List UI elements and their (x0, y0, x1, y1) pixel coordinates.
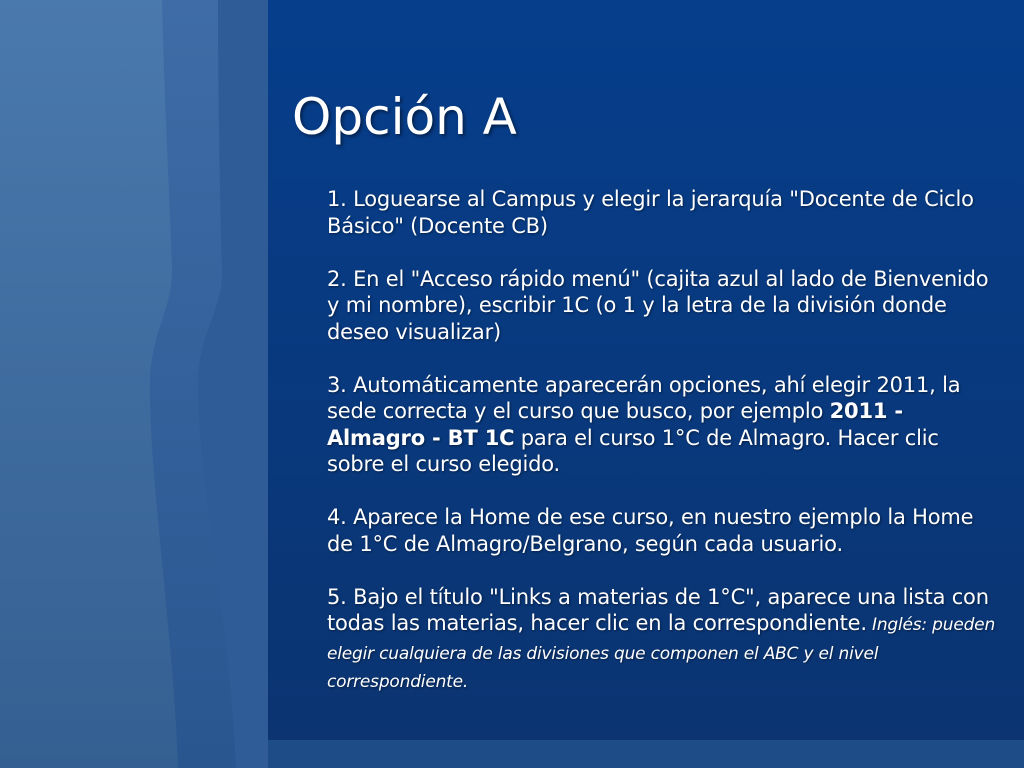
step-1: 1. Loguearse al Campus y elegir la jerarquía "Docente de Ciclo Básico" (Docente CB) (327, 187, 974, 238)
bottom-strip (268, 740, 1024, 768)
step-3-text-end: para el curso 1°C de Almagro. Hacer clic sobre el curso elegido. (327, 425, 939, 476)
slide-title: Opción A (292, 88, 517, 146)
step-2: 2. En el "Acceso rápido menú" (cajita azul al lado de Bienvenido y mi nombre), escribir 1C (o 1 y la letra de la división donde deseo visualizar) (327, 266, 989, 344)
step-3-text: 3. Automáticamente aparecerán opciones, ahí elegir 2011, la sede correcta y el curso que busco, por ejemplo (327, 372, 961, 423)
step-5-text: 5. Bajo el título "Links a materias de 1°C", aparece una lista con todas las materias, hacer clic en la correspondiente. (327, 584, 989, 635)
english-note: Inglés: pueden elegir cualquiera de las divisiones que componen el ABC y el nivel correspondiente. (327, 615, 996, 692)
course-example: 2011 - Almagro - BT 1C (327, 399, 903, 450)
step-5 (327, 584, 995, 696)
step-4: 4. Aparece la Home de ese curso, en nuestro ejemplo la Home de 1°C de Almagro/Belgrano, según cada usuario. (327, 505, 974, 556)
instructions-list (327, 186, 995, 696)
step-3 (327, 372, 995, 478)
